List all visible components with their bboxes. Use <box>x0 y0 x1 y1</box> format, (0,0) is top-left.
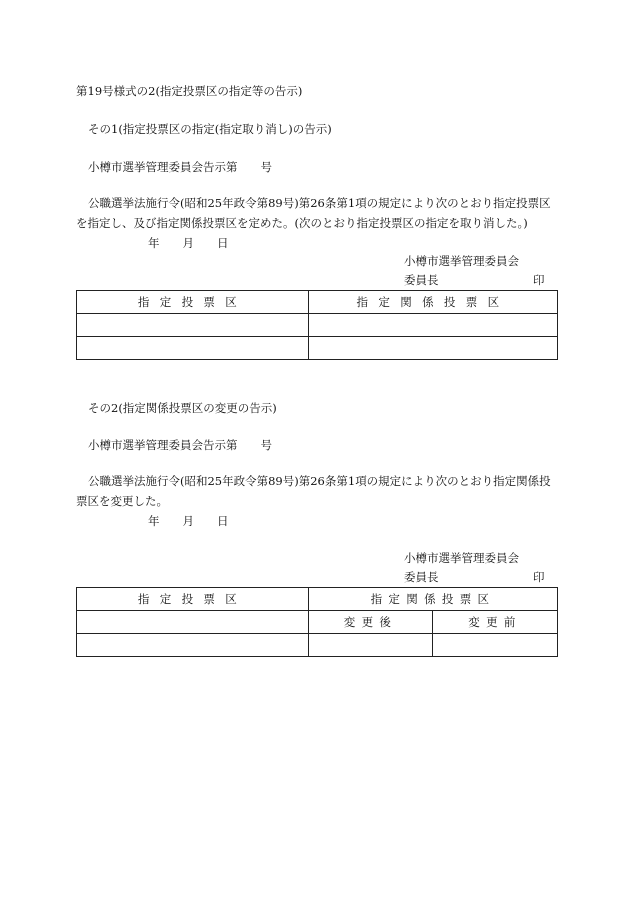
section2-committee: 小樽市選挙管理委員会 <box>404 551 519 565</box>
subheader-after-change: 変更後 <box>309 611 433 634</box>
section2-seal: 印 <box>533 570 545 584</box>
section2-body: 公職選挙法施行令(昭和25年政令第89号)第26条第1項の規定により次のとおり指定関係投票区を変更した。 <box>76 474 551 508</box>
section2-chairman: 委員長 <box>404 570 439 584</box>
table-cell <box>77 314 309 337</box>
header-related-district: 指定関係投票区 <box>309 588 558 611</box>
header-designated-district: 指定投票区 <box>77 291 309 314</box>
table-cell <box>309 337 558 360</box>
table-cell <box>77 337 309 360</box>
table-cell <box>77 634 309 657</box>
table-header-row <box>77 588 558 611</box>
section1-heading: その1(指定投票区の指定(指定取り消し)の告示) <box>88 122 332 136</box>
table-cell <box>309 314 558 337</box>
table-subheader-row <box>77 611 558 634</box>
header-designated-district: 指定投票区 <box>77 588 309 611</box>
section1-committee: 小樽市選挙管理委員会 <box>404 254 519 268</box>
table-row <box>77 634 558 657</box>
section1-date: 年 月 日 <box>148 236 229 250</box>
section1-body: 公職選挙法施行令(昭和25年政令第89号)第26条第1項の規定により次のとおり指定投票区を指定し、及び指定関係投票区を定めた。(次のとおり指定投票区の指定を取り消した。) <box>76 196 551 230</box>
table-header-row <box>77 291 558 314</box>
table-cell <box>77 611 309 634</box>
header-related-district: 指定関係投票区 <box>309 291 558 314</box>
section1-notice-line: 小樽市選挙管理委員会告示第 号 <box>88 160 272 174</box>
table-row <box>77 337 558 360</box>
table-cell <box>433 634 558 657</box>
subheader-before-change: 変更前 <box>433 611 558 634</box>
section2-table <box>76 587 558 657</box>
section1-seal: 印 <box>533 273 545 287</box>
section2-heading: その2(指定関係投票区の変更の告示) <box>88 401 277 415</box>
form-title: 第19号様式の2(指定投票区の指定等の告示) <box>76 84 303 98</box>
table-cell <box>309 634 433 657</box>
section2-notice-line: 小樽市選挙管理委員会告示第 号 <box>88 438 272 452</box>
section1-table <box>76 290 558 360</box>
section2-date: 年 月 日 <box>148 514 229 528</box>
section1-chairman: 委員長 <box>404 273 439 287</box>
table-row <box>77 314 558 337</box>
